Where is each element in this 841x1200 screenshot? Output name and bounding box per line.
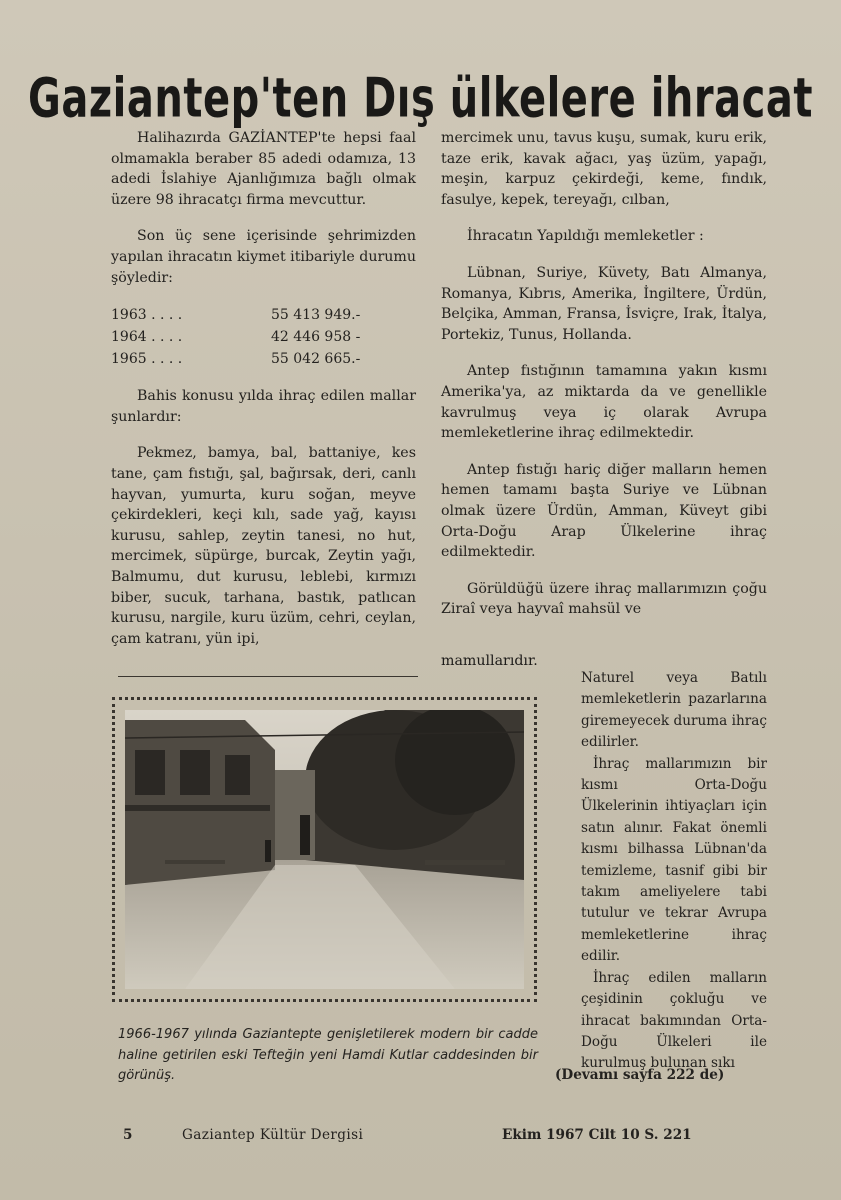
left-column <box>111 128 416 665</box>
table-row <box>111 304 416 326</box>
right-paragraph-9: İhraç edilen malların çeşidinin çokluğu ve ihracat bakımından Orta-Doğu Ülkeleri ile kurulmuş bulunan sıkı <box>581 969 767 1072</box>
section-divider <box>118 676 418 677</box>
year-cell: 1963 . . . . <box>111 307 183 324</box>
left-paragraph-4: Pekmez, bamya, bal, battaniye, kes tane, çam fıstığı, şal, bağırsak, deri, canlı hayvan, yumurta, kuru soğan, meyve çekirdekleri, keçi kılı, sade yağ, kayısı kurusu, sahlep, zeytin tanesi, no hut, mercimek, süpürge, burcak, Zeytin yağı, Balmumu, dut kurusu, leblebi, kırmızı biber, sucuk, tarhana, bastık, patlıcan kurusu, nargile, kuru üzüm, cehri, ceylan, çam katranı, yün ipi, <box>111 445 416 647</box>
right-column <box>441 128 767 620</box>
export-value-table <box>111 304 416 370</box>
left-paragraph-2: Son üç sene içerisinde şehrimizden yapılan ihracatın kiymet itibariyle durumu şöyledir: <box>111 228 416 286</box>
left-paragraph-1: Halihazırda GAZİANTEP'te hepsi faal olmamakla beraber 85 adedi odamıza, 13 adedi İslahiye Ajanlığımıza bağlı olmak üzere 98 ihracatçı firma mevcuttur. <box>111 130 416 208</box>
right-paragraph-5: Antep fıstığı hariç diğer malların hemen hemen tamamı başta Suriye ve Lübnan olmak üzere Ürdün, Amman, Küveyt gibi Orta-Doğu Arap Ülkelerine ihraç edilmektedir. <box>441 461 767 561</box>
year-cell: 1965 . . . . <box>111 351 183 368</box>
value-cell: 55 413 949.- <box>271 307 361 324</box>
street-photo <box>125 710 524 989</box>
page-number: 5 <box>123 1127 133 1143</box>
right-paragraph-8: İhraç mallarımızın bir kısmı Orta-Doğu Ülkelerinin ihtiyaçları için satın alınır. Fakat önemli kısmı bilhassa Lübnan'da temizleme, tasnif gibi bir takım ameliyelere tabi tutulur ve tekrar Avrupa memleketlerine ihraç edilir. <box>581 755 767 965</box>
value-cell: 42 446 958 - <box>271 329 361 346</box>
photo-caption: 1966-1967 yılında Gaziantepte genişletilerek modern bir cadde haline getirilen eski Tefteğin yeni Hamdi Kutlar caddesinden bir görünüş. <box>118 1027 538 1083</box>
right-paragraph-3: Lübnan, Suriye, Küvety, Batı Almanya, Romanya, Kıbrıs, Amerika, İngiltere, Ürdün, Belçika, Amman, Fransa, İsviçre, Irak, İtalya, Portekiz, Tunus, Hollanda. <box>441 264 767 343</box>
right-paragraph-1: mercimek unu, tavus kuşu, sumak, kuru erik, taze erik, kavak ağacı, yaş üzüm, yapağı, meşin, karpuz çekirdeği, keme, fındık, fasulye, kepek, tereyağı, cılban, <box>441 130 767 208</box>
value-cell: 55 042 665.- <box>271 351 361 368</box>
right-paragraph-2: İhracatın Yapıldığı memleketler : <box>467 228 704 245</box>
right-narrow-column <box>581 668 767 1075</box>
right-paragraph-4: Antep fıstığının tamamına yakın kısmı Amerika'ya, az miktarda da ve genellikle kavrulmuş veya iç olarak Avrupa memleketlerine ihraç edilmektedir. <box>441 363 767 442</box>
photo-frame <box>112 697 537 1002</box>
right-paragraph-6-end: mamullarıdır. <box>441 653 538 669</box>
year-cell: 1964 . . . . <box>111 329 183 346</box>
table-row <box>111 348 416 370</box>
continued-note: (Devamı sayfa 222 de) <box>555 1067 725 1083</box>
magazine-name: Gaziantep Kültür Dergisi <box>182 1127 364 1143</box>
issue-info: Ekim 1967 Cilt 10 S. 221 <box>502 1127 692 1143</box>
table-row <box>111 326 416 348</box>
article-headline: Gaziantep'ten Dış ülkelere ihracat <box>28 68 813 131</box>
right-paragraph-6: Görüldüğü üzere ihraç mallarımızın çoğu Ziraî veya hayvaî mahsül ve <box>441 580 767 618</box>
street-scene-image <box>125 710 524 989</box>
right-paragraph-7: Naturel veya Batılı memleketlerin pazarlarına giremeyecek duruma ihraç edilirler. <box>581 670 767 751</box>
left-paragraph-3: Bahis konusu yılda ihraç edilen mallar şunlardır: <box>111 388 416 425</box>
